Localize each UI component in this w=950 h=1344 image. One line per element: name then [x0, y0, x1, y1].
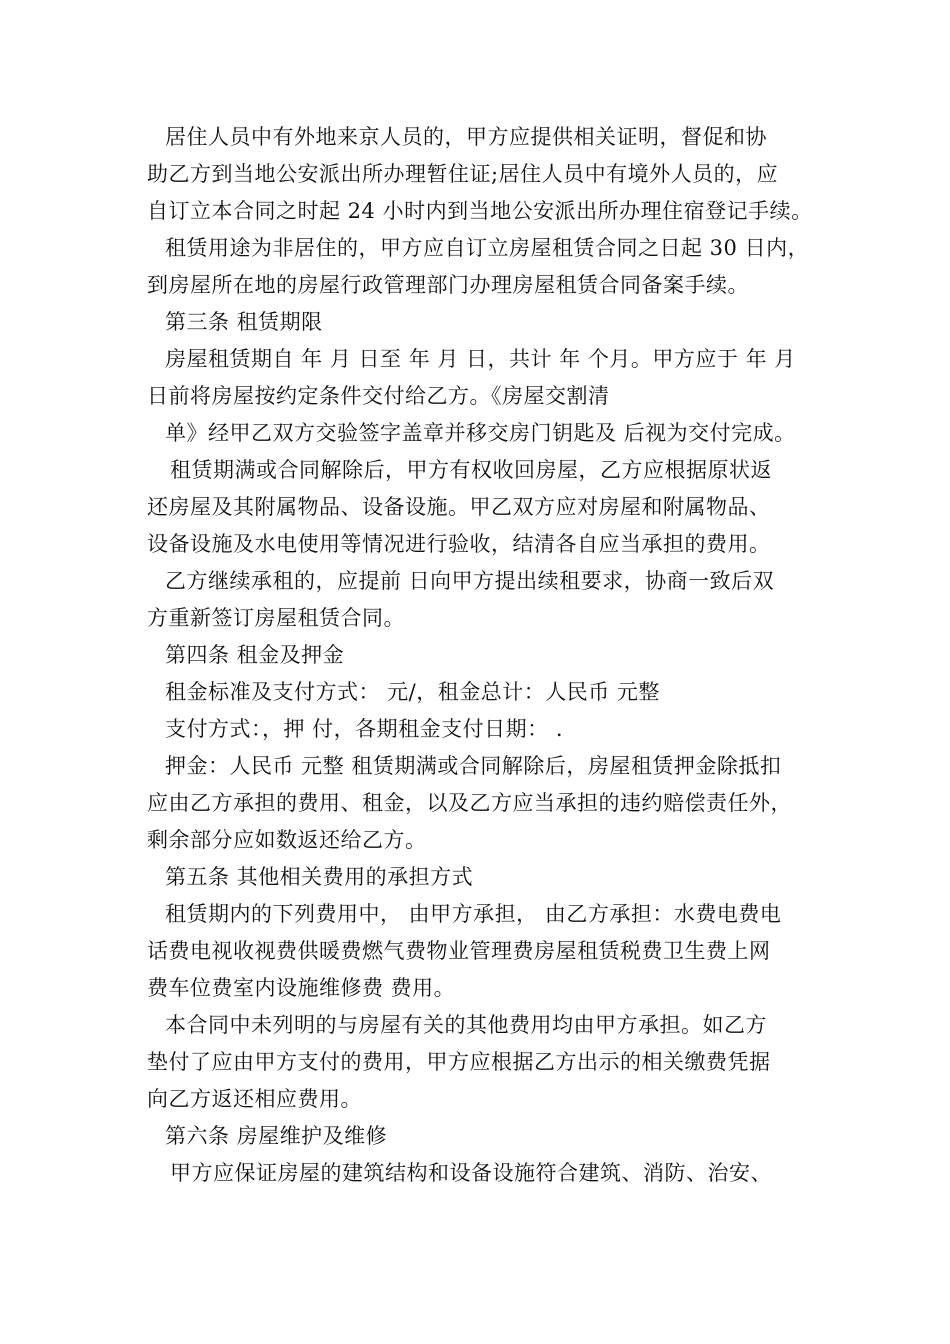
- paragraph-line: 方重新签订房屋租赁合同。: [147, 606, 405, 630]
- paragraph-line: 支付方式：，押 付，各期租金支付日期： .: [165, 717, 564, 741]
- paragraph-line: 到房屋所在地的房屋行政管理部门办理房屋租赁合同备案手续。: [147, 273, 749, 297]
- paragraph-line: 日前将房屋按约定条件交付给乙方。《房屋交割清: [147, 384, 610, 408]
- paragraph-line: 租赁期内的下列费用中， 由甲方承担， 由乙方承担：水费电费电: [165, 902, 782, 926]
- paragraph-line: 应由乙方承担的费用、租金，以及乙方应当承担的违约赔偿责任外，: [147, 791, 792, 815]
- paragraph-line: 垫付了应由甲方支付的费用，甲方应根据乙方出示的相关缴费凭据: [147, 1050, 771, 1074]
- paragraph-line: 房屋租赁期自 年 月 日至 年 月 日，共计 年 个月。甲方应于 年 月: [165, 347, 796, 371]
- paragraph-line: 剩余部分应如数返还给乙方。: [147, 828, 427, 852]
- section-heading: 第五条 其他相关费用的承担方式: [165, 865, 474, 889]
- paragraph-line: 乙方继续承租的，应提前 日向甲方提出续租要求，协商一致后双: [165, 569, 775, 593]
- paragraph-line: 租金标准及支付方式： 元/，租金总计：人民币 元整: [165, 680, 660, 704]
- paragraph-line: 押金：人民币 元整 租赁期满或合同解除后，房屋租赁押金除抵扣: [165, 754, 782, 778]
- paragraph-line: 自订立本合同之时起 24 小时内到当地公安派出所办理住宿登记手续。: [147, 199, 813, 223]
- paragraph-line: 设备设施及水电使用等情况进行验收，结清各自应当承担的费用。: [147, 532, 771, 556]
- paragraph-line: 还房屋及其附属物品、设备设施。甲乙双方应对房屋和附属物品、: [147, 495, 771, 519]
- paragraph-line: 话费电视收视费供暖费燃气费物业管理费房屋租赁税费卫生费上网: [147, 939, 771, 963]
- paragraph-line: 甲方应保证房屋的建筑结构和设备设施符合建筑、消防、治安、: [170, 1161, 772, 1185]
- section-heading: 第四条 租金及押金: [165, 643, 345, 667]
- paragraph-line: 助乙方到当地公安派出所办理暂住证;居住人员中有境外人员的，应: [147, 162, 779, 186]
- paragraph-line: 本合同中未列明的与房屋有关的其他费用均由甲方承担。如乙方: [165, 1013, 767, 1037]
- paragraph-line: 费车位费室内设施维修费 费用。: [147, 976, 456, 1000]
- section-heading: 第三条 租赁期限: [165, 310, 323, 334]
- paragraph-line: 租赁用途为非居住的，甲方应自订立房屋租赁合同之日起 30 日内，: [165, 236, 810, 260]
- section-heading: 第六条 房屋维护及维修: [165, 1124, 388, 1148]
- paragraph-line: 租赁期满或合同解除后，甲方有权收回房屋，乙方应根据原状返: [170, 458, 772, 482]
- paragraph-line: 单》经甲乙双方交验签字盖章并移交房门钥匙及 后视为交付完成。: [165, 421, 796, 445]
- paragraph-line: 居住人员中有外地来京人员的，甲方应提供相关证明，督促和协: [165, 125, 767, 149]
- paragraph-line: 向乙方返还相应费用。: [147, 1087, 362, 1111]
